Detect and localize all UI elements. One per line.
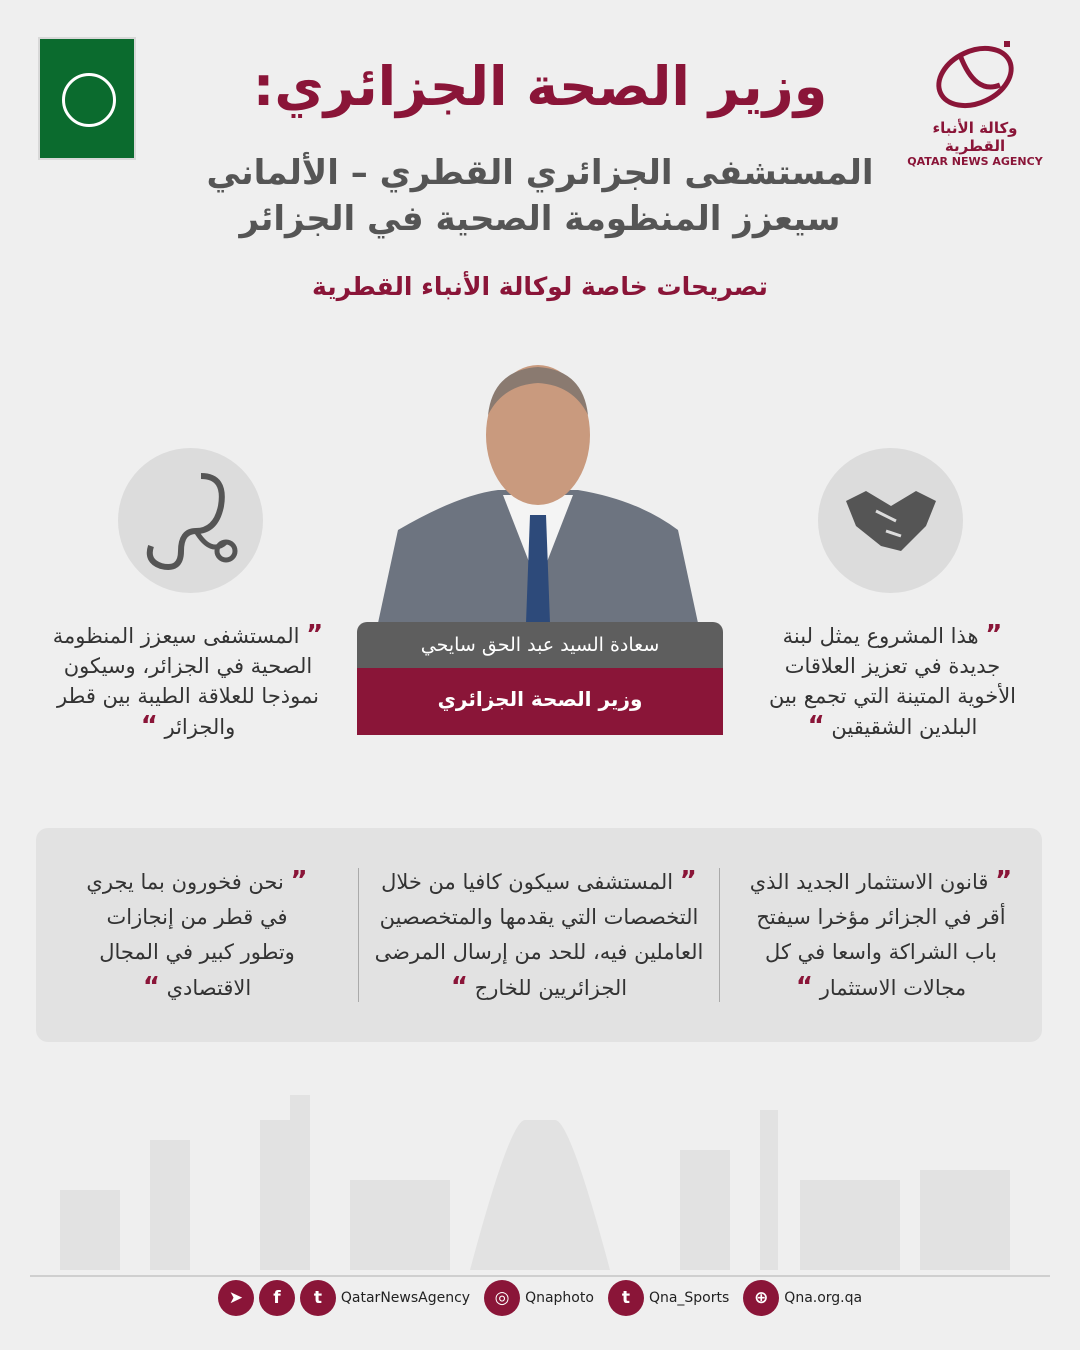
quote-top-left (38, 620, 338, 742)
quote-open-icon: ” (679, 866, 697, 896)
handshake-icon (818, 448, 963, 593)
social-link-qnaphoto[interactable]: Qnaphoto (525, 1290, 594, 1306)
social-link-qatarnewsagency[interactable]: QatarNewsAgency (340, 1290, 471, 1306)
qna-logo (905, 35, 1045, 168)
quote-close-icon: “ (795, 972, 813, 1002)
quote-text: قانون الاستثمار الجديد الذي أقر في الجزائر مؤخرا سيفتح باب الشراكة واسعا في كل مجالات الاستثمار (749, 870, 1006, 1000)
quote-column (359, 868, 719, 1002)
quote-text: المستشفى سيعزز المنظومة الصحية في الجزائر، وسيكون نموذجا للعلاقة الطيبة بين قطر والجزائر (52, 624, 319, 739)
quote-open-icon: ” (985, 620, 1003, 650)
emblem-icon (62, 73, 116, 127)
skyline-decoration (0, 1090, 1080, 1280)
quote-text: المستشفى سيكون كافيا من خلال التخصصات التي يقدمها والمتخصصين العاملين فيه، للحد من إرسال المرضى الجزائريين للخارج (374, 870, 704, 1000)
twitter-icon[interactable]: t (300, 1280, 336, 1316)
quote-close-icon: “ (140, 711, 158, 741)
divider (358, 868, 359, 1002)
facebook-icon[interactable]: f (259, 1280, 295, 1316)
subtitle (200, 150, 880, 242)
quote-close-icon: “ (807, 711, 825, 741)
quote-open-icon: ” (306, 620, 324, 650)
website-link[interactable]: Qna.org.qa (784, 1290, 863, 1306)
speaker-name: سعادة السيد عبد الحق سايحي (357, 622, 723, 668)
speaker-role: وزير الصحة الجزائري (357, 668, 723, 735)
tagline: تصريحات خاصة لوكالة الأنباء القطرية (312, 272, 768, 301)
twitter-icon[interactable]: t (608, 1280, 644, 1316)
speaker-photo (378, 355, 698, 623)
quote-column (36, 868, 358, 1002)
telegram-icon[interactable]: ➤ (218, 1280, 254, 1316)
qna-english-name: QATAR NEWS AGENCY (907, 155, 1043, 168)
quote-column (720, 868, 1042, 1002)
subtitle-line: سيعزز المنظومة الصحية في الجزائر (239, 199, 841, 239)
stethoscope-icon (118, 448, 263, 593)
quote-text: نحن فخورون بما يجري في قطر من إنجازات وتطور كبير في المجال الاقتصادي (86, 870, 295, 1000)
quote-text: هذا المشروع يمثل لبنة جديدة في تعزيز العلاقات الأخوية المتينة التي تجمع بين البلدين الشقيقين (768, 624, 1017, 739)
quote-open-icon: ” (290, 866, 308, 896)
quote-close-icon: “ (450, 972, 468, 1002)
instagram-icon[interactable]: ◎ (484, 1280, 520, 1316)
globe-icon[interactable]: ⊕ (743, 1280, 779, 1316)
qna-arabic-name: وكالة الأنباء القطرية (932, 119, 1018, 155)
quote-open-icon: ” (995, 866, 1013, 896)
qna-emblem-icon (930, 35, 1020, 115)
quotes-panel (36, 828, 1042, 1042)
social-link-qna-sports[interactable]: Qna_Sports (648, 1290, 730, 1306)
arab-league-flag-logo (38, 37, 136, 160)
divider (719, 868, 720, 1002)
page-title: وزير الصحة الجزائري: (252, 55, 828, 118)
subtitle-line: المستشفى الجزائري القطري – الألماني (206, 153, 874, 193)
quote-top-right (755, 620, 1030, 742)
social-footer (0, 1280, 1080, 1316)
quote-close-icon: “ (142, 972, 160, 1002)
